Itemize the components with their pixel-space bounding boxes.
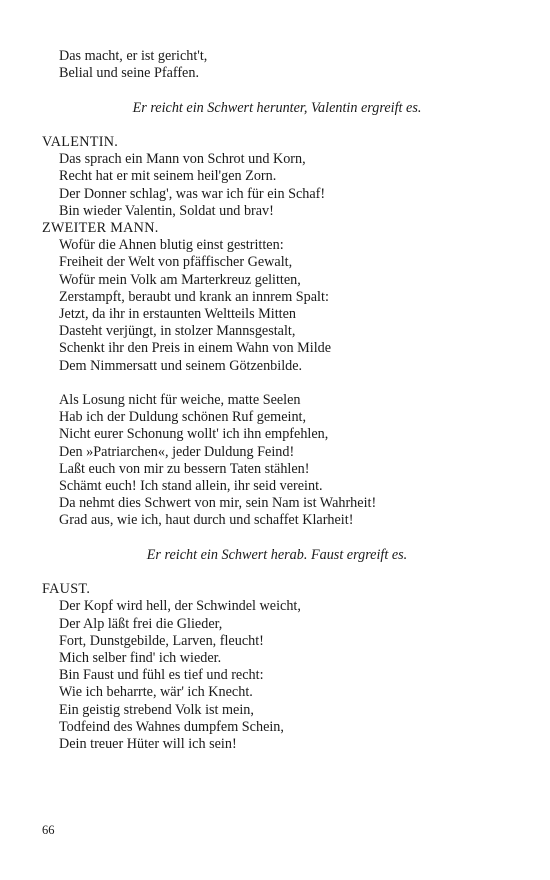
verse-line: Freiheit der Welt von pfäffischer Gewalt,	[59, 254, 293, 271]
verse-line: Jetzt, da ihr in erstaunten Weltteils Mitten	[59, 306, 296, 323]
verse-line: Bin wieder Valentin, Soldat und brav!	[59, 202, 274, 219]
speaker-valentin: VALENTIN.	[42, 133, 119, 150]
verse-line: Schenkt ihr den Preis in einem Wahn von Milde	[59, 340, 332, 357]
verse-text	[42, 48, 512, 753]
verse-line: Wofür mein Volk am Marterkreuz gelitten,	[59, 271, 301, 288]
verse-line: Mich selber find' ich wieder.	[59, 650, 222, 667]
verse-line: Wofür die Ahnen blutig einst gestritten:	[59, 237, 284, 254]
verse-line: Dem Nimmersatt und seinem Götzenbilde.	[59, 357, 303, 374]
verse-line: Fort, Dunstgebilde, Larven, fleucht!	[59, 632, 264, 649]
verse-line: Da nehmt dies Schwert von mir, sein Nam ist Wahrheit!	[59, 495, 377, 512]
verse-line: Ein geistig strebend Volk ist mein,	[59, 701, 254, 718]
verse-line: Dein treuer Hüter will ich sein!	[59, 736, 237, 753]
verse-line: Zerstampft, beraubt und krank an innrem Spalt:	[59, 288, 329, 305]
verse-line: Nicht eurer Schonung wollt' ich ihn empfehlen,	[59, 426, 329, 443]
spacer	[42, 530, 512, 547]
verse-line: Grad aus, wie ich, haut durch und schaffet Klarheit!	[59, 512, 354, 529]
speaker-zweiter-mann: ZWEITER MANN.	[42, 220, 159, 236]
verse-line: Der Alp läßt frei die Glieder,	[59, 615, 223, 632]
stage-direction: Er reicht ein Schwert herunter, Valentin ergreift es.	[132, 99, 422, 116]
verse-line: Als Losung nicht für weiche, matte Seelen	[59, 392, 301, 409]
spacer	[42, 82, 512, 99]
verse-line: Todfeind des Wahnes dumpfem Schein,	[59, 718, 284, 735]
spacer	[42, 375, 512, 392]
verse-line: Hab ich der Duldung schönen Ruf gemeint,	[59, 409, 307, 426]
page-number: 66	[42, 823, 55, 837]
verse-line: Wie ich beharrte, wär' ich Knecht.	[59, 684, 253, 701]
verse-line: Recht hat er mit seinem heil'gen Zorn.	[59, 168, 277, 185]
verse-line: Belial und seine Pfaffen.	[59, 65, 199, 82]
verse-line: Bin Faust und fühl es tief und recht:	[59, 667, 264, 684]
verse-line: Der Kopf wird hell, der Schwindel weicht,	[59, 598, 301, 615]
speaker-faust: FAUST.	[42, 581, 91, 598]
verse-line: Der Donner schlag', was war ich für ein Schaf!	[59, 185, 326, 202]
verse-line: Das macht, er ist gericht't,	[59, 48, 208, 64]
spacer	[42, 564, 512, 581]
stage-direction: Er reicht ein Schwert herab. Faust ergreift es.	[146, 546, 408, 563]
verse-line: Dasteht verjüngt, in stolzer Mannsgestalt,	[59, 323, 296, 340]
verse-line: Schämt euch! Ich stand allein, ihr seid vereint.	[59, 478, 323, 495]
verse-line: Laßt euch von mir zu bessern Taten stählen!	[59, 460, 310, 477]
verse-line: Das sprach ein Mann von Schrot und Korn,	[59, 151, 306, 168]
spacer	[42, 117, 512, 134]
verse-line: Den »Patriarchen«, jeder Duldung Feind!	[59, 443, 295, 460]
